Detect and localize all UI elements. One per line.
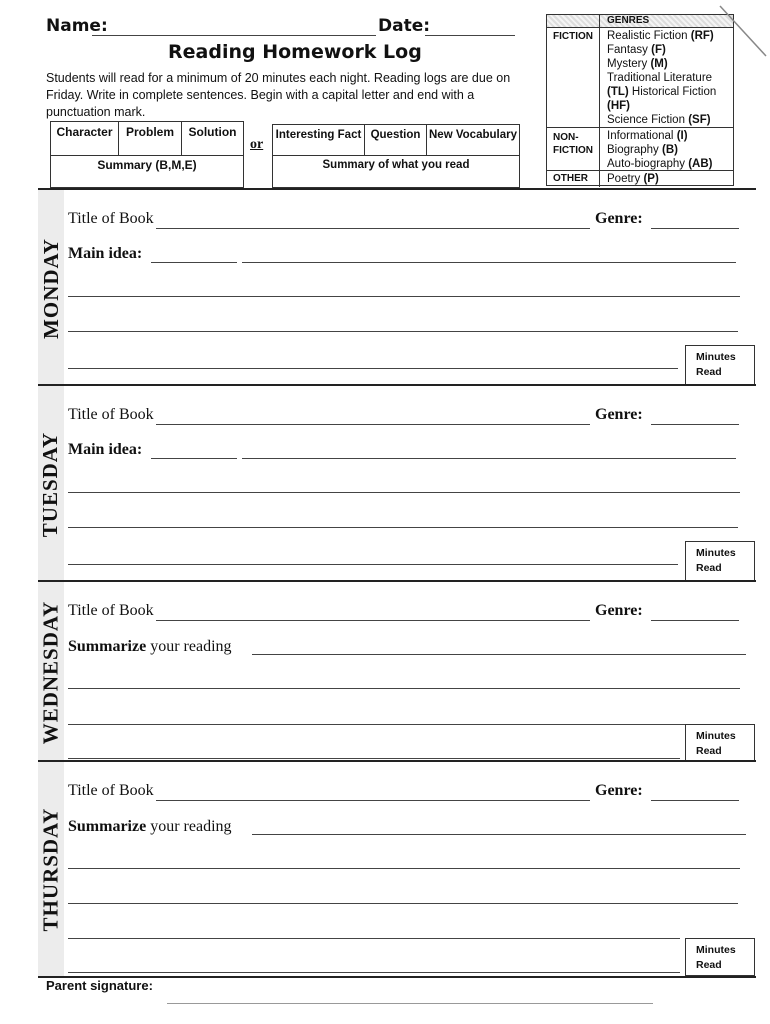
page-title: Reading Homework Log: [168, 41, 422, 63]
fiction-label: FICTION: [553, 31, 593, 42]
genre-biography: Biography (B): [607, 144, 678, 156]
day-section-thursday: [38, 760, 756, 978]
genre-mystery: Mystery (M): [607, 58, 668, 70]
genres-title: GENRES: [607, 15, 650, 26]
main-idea-field-2[interactable]: [242, 262, 736, 263]
date-field[interactable]: [425, 35, 515, 36]
day-label-tuesday: TUESDAY: [38, 431, 63, 537]
minutes-read-box[interactable]: Minutes Read: [685, 724, 755, 762]
other-label: OTHER: [553, 173, 588, 184]
minutes-read-box[interactable]: Minutes Read: [685, 345, 755, 385]
main-idea-field[interactable]: [151, 262, 237, 263]
fiction-response-box: [50, 121, 244, 188]
genre-informational: Informational (I): [607, 130, 688, 142]
title-of-book-field[interactable]: [156, 424, 590, 425]
summarize-field[interactable]: [252, 834, 746, 835]
genre-poetry: Poetry (P): [607, 173, 659, 185]
writing-line[interactable]: [68, 492, 740, 493]
title-of-book-label: Title of Book: [68, 782, 154, 799]
col-character: Character: [51, 122, 119, 156]
parent-signature-label: Parent signature:: [46, 978, 153, 993]
summarize-field[interactable]: [252, 654, 746, 655]
page-fold-decoration: [716, 0, 770, 60]
nonfiction-summary-label: Summary of what you read: [322, 159, 470, 171]
main-idea-field-2[interactable]: [242, 458, 736, 459]
day-label-monday: MONDAY: [38, 237, 63, 339]
day-label-thursday: THURSDAY: [38, 807, 63, 931]
writing-line[interactable]: [68, 903, 738, 904]
col-new-vocabulary: New Vocabulary: [427, 125, 519, 156]
summarize-label: Summarize your reading: [68, 818, 232, 835]
genre-hf-code: (HF): [607, 100, 630, 112]
col-question: Question: [365, 125, 427, 156]
day-section-monday: [38, 188, 756, 386]
minutes-read-box[interactable]: Minutes Read: [685, 541, 755, 581]
name-field[interactable]: [92, 35, 376, 36]
genre-field[interactable]: [651, 620, 739, 621]
writing-line[interactable]: [68, 564, 678, 565]
genres-table: [546, 14, 734, 186]
genre-label: Genre:: [595, 602, 643, 619]
title-of-book-field[interactable]: [156, 800, 590, 801]
or-label: or: [250, 137, 264, 152]
nonfiction-response-box: [272, 124, 520, 188]
writing-line[interactable]: [68, 972, 680, 973]
summarize-label: Summarize your reading: [68, 638, 232, 655]
writing-line[interactable]: [68, 527, 738, 528]
writing-line[interactable]: [68, 331, 738, 332]
genre-fantasy: Fantasy (F): [607, 44, 666, 56]
title-of-book-label: Title of Book: [68, 210, 154, 227]
writing-line[interactable]: [68, 938, 680, 939]
fiction-summary-label: Summary (B,M,E): [97, 158, 197, 172]
col-interesting-fact: Interesting Fact: [273, 125, 365, 156]
nonfiction-label: NON- FICTION: [553, 132, 593, 156]
parent-signature-field[interactable]: [167, 1003, 653, 1004]
genre-science-fiction: Science Fiction (SF): [607, 114, 711, 126]
minutes-read-box[interactable]: Minutes Read: [685, 938, 755, 976]
genre-label: Genre:: [595, 210, 643, 227]
day-label-wednesday: WEDNESDAY: [38, 600, 63, 744]
writing-line[interactable]: [68, 724, 738, 725]
genre-realistic-fiction: Realistic Fiction (RF): [607, 30, 714, 42]
title-of-book-label: Title of Book: [68, 406, 154, 423]
date-label: Date:: [378, 16, 431, 36]
main-idea-label: Main idea:: [68, 245, 143, 262]
genre-field[interactable]: [651, 800, 739, 801]
title-of-book-field[interactable]: [156, 228, 590, 229]
instructions: Students will read for a minimum of 20 minutes each night. Reading logs are due on Friday. Write in complete sentences. Begin with a capital letter and end with a punctuation mark.: [46, 71, 511, 119]
genre-label: Genre:: [595, 782, 643, 799]
col-problem: Problem: [119, 122, 182, 156]
day-section-wednesday: [38, 580, 756, 762]
title-of-book-field[interactable]: [156, 620, 590, 621]
genre-traditional-literature: Traditional Literature: [607, 72, 713, 84]
writing-line[interactable]: [68, 868, 740, 869]
name-label: Name:: [46, 16, 108, 36]
genre-autobiography: Auto-biography (AB): [607, 158, 713, 170]
genre-field[interactable]: [651, 228, 739, 229]
main-idea-field[interactable]: [151, 458, 237, 459]
writing-line[interactable]: [68, 296, 740, 297]
genre-label: Genre:: [595, 406, 643, 423]
writing-line[interactable]: [68, 688, 740, 689]
main-idea-label: Main idea:: [68, 441, 143, 458]
genre-field[interactable]: [651, 424, 739, 425]
title-of-book-label: Title of Book: [68, 602, 154, 619]
day-section-tuesday: [38, 384, 756, 582]
writing-line[interactable]: [68, 368, 678, 369]
genre-historical-fiction: (TL) Historical Fiction: [607, 86, 717, 98]
writing-line[interactable]: [68, 758, 680, 759]
col-solution: Solution: [182, 122, 243, 156]
